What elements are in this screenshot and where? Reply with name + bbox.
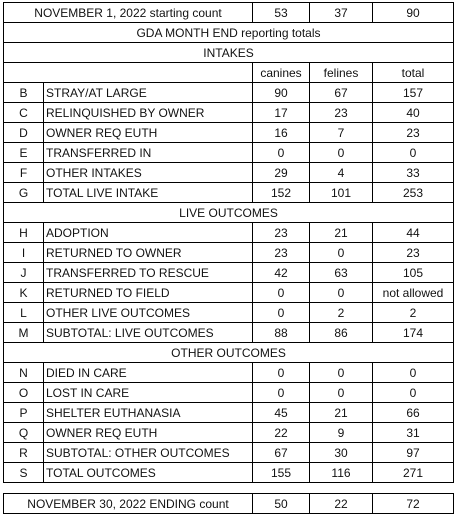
- column-header-row: [4, 63, 454, 83]
- row-canines: 152: [253, 183, 310, 203]
- column-header-blank: [4, 63, 253, 83]
- row-canines: 29: [253, 163, 310, 183]
- row-canines: 88: [253, 323, 310, 343]
- report-table: [3, 2, 454, 514]
- row-canines: 0: [253, 283, 310, 303]
- row-total: 44: [373, 223, 454, 243]
- subtitle-row: [4, 23, 454, 43]
- row-letter: H: [4, 223, 44, 243]
- row-letter: B: [4, 83, 44, 103]
- row-felines: 4: [310, 163, 373, 183]
- row-letter: P: [4, 403, 44, 423]
- row-letter: D: [4, 123, 44, 143]
- row-letter: G: [4, 183, 44, 203]
- spacer-cell: [4, 483, 454, 494]
- row-felines: 23: [310, 103, 373, 123]
- row-canines: 23: [253, 243, 310, 263]
- ending-canines: 50: [253, 494, 310, 514]
- row-total: 2: [373, 303, 454, 323]
- row-total: not allowed: [373, 283, 454, 303]
- starting-count-label: NOVEMBER 1, 2022 starting count: [4, 3, 253, 23]
- row-letter: L: [4, 303, 44, 323]
- row-label: TRANSFERRED IN: [44, 143, 253, 163]
- row-letter: R: [4, 443, 44, 463]
- row-felines: 21: [310, 403, 373, 423]
- table-row: [4, 83, 454, 103]
- row-total: 174: [373, 323, 454, 343]
- row-total: 0: [373, 143, 454, 163]
- ending-felines: 22: [310, 494, 373, 514]
- row-canines: 67: [253, 443, 310, 463]
- row-total: 0: [373, 363, 454, 383]
- section-header-live-outcomes: [4, 203, 454, 223]
- table-row: [4, 243, 454, 263]
- row-letter: K: [4, 283, 44, 303]
- column-header-felines: felines: [310, 63, 373, 83]
- row-label: OTHER LIVE OUTCOMES: [44, 303, 253, 323]
- table-row: [4, 123, 454, 143]
- row-total: 0: [373, 383, 454, 403]
- row-label: TOTAL OUTCOMES: [44, 463, 253, 483]
- column-header-total: total: [373, 63, 454, 83]
- ending-total: 72: [373, 494, 454, 514]
- row-felines: 9: [310, 423, 373, 443]
- row-label: OWNER REQ EUTH: [44, 123, 253, 143]
- row-letter: S: [4, 463, 44, 483]
- starting-felines: 37: [310, 3, 373, 23]
- row-total: 97: [373, 443, 454, 463]
- row-letter: N: [4, 363, 44, 383]
- row-total: 23: [373, 123, 454, 143]
- section-title-live-outcomes: LIVE OUTCOMES: [4, 203, 454, 223]
- column-header-canines: canines: [253, 63, 310, 83]
- row-letter: C: [4, 103, 44, 123]
- row-letter: M: [4, 323, 44, 343]
- row-label: ADOPTION: [44, 223, 253, 243]
- row-total: 23: [373, 243, 454, 263]
- row-felines: 21: [310, 223, 373, 243]
- starting-canines: 53: [253, 3, 310, 23]
- row-label: SUBTOTAL: OTHER OUTCOMES: [44, 443, 253, 463]
- table-row: [4, 403, 454, 423]
- row-felines: 0: [310, 243, 373, 263]
- table-row: [4, 423, 454, 443]
- row-felines: 30: [310, 443, 373, 463]
- table-row: [4, 383, 454, 403]
- row-total: 40: [373, 103, 454, 123]
- row-label: SHELTER EUTHANASIA: [44, 403, 253, 423]
- row-canines: 16: [253, 123, 310, 143]
- row-letter: J: [4, 263, 44, 283]
- row-label: TRANSFERRED TO RESCUE: [44, 263, 253, 283]
- row-canines: 0: [253, 383, 310, 403]
- starting-count-row: [4, 3, 454, 23]
- row-felines: 2: [310, 303, 373, 323]
- row-canines: 17: [253, 103, 310, 123]
- table-row: [4, 183, 454, 203]
- table-row: [4, 283, 454, 303]
- row-total: 31: [373, 423, 454, 443]
- row-label: OWNER REQ EUTH: [44, 423, 253, 443]
- row-felines: 67: [310, 83, 373, 103]
- table-row: [4, 143, 454, 163]
- row-canines: 0: [253, 363, 310, 383]
- row-label: OTHER INTAKES: [44, 163, 253, 183]
- row-label: DIED IN CARE: [44, 363, 253, 383]
- row-felines: 7: [310, 123, 373, 143]
- row-letter: O: [4, 383, 44, 403]
- section-header-intakes: [4, 43, 454, 63]
- row-total: 253: [373, 183, 454, 203]
- ending-count-label: NOVEMBER 30, 2022 ENDING count: [4, 494, 253, 514]
- table-row: [4, 323, 454, 343]
- row-letter: F: [4, 163, 44, 183]
- row-canines: 0: [253, 303, 310, 323]
- table-row: [4, 443, 454, 463]
- table-row: [4, 263, 454, 283]
- row-total: 271: [373, 463, 454, 483]
- table-row: [4, 103, 454, 123]
- starting-total: 90: [373, 3, 454, 23]
- row-total: 66: [373, 403, 454, 423]
- row-felines: 0: [310, 363, 373, 383]
- row-total: 33: [373, 163, 454, 183]
- row-label: TOTAL LIVE INTAKE: [44, 183, 253, 203]
- table-row: [4, 303, 454, 323]
- section-title-intakes: INTAKES: [4, 43, 454, 63]
- table-row: [4, 363, 454, 383]
- row-felines: 116: [310, 463, 373, 483]
- row-total: 157: [373, 83, 454, 103]
- row-felines: 101: [310, 183, 373, 203]
- row-felines: 86: [310, 323, 373, 343]
- ending-count-row: [4, 494, 454, 514]
- row-felines: 0: [310, 283, 373, 303]
- row-canines: 90: [253, 83, 310, 103]
- row-label: SUBTOTAL: LIVE OUTCOMES: [44, 323, 253, 343]
- row-letter: I: [4, 243, 44, 263]
- row-canines: 42: [253, 263, 310, 283]
- report-body: [4, 3, 454, 514]
- table-row: [4, 223, 454, 243]
- row-felines: 0: [310, 143, 373, 163]
- spacer-row: [4, 483, 454, 494]
- row-canines: 22: [253, 423, 310, 443]
- section-title-other-outcomes: OTHER OUTCOMES: [4, 343, 454, 363]
- row-label: LOST IN CARE: [44, 383, 253, 403]
- row-label: RETURNED TO OWNER: [44, 243, 253, 263]
- row-canines: 155: [253, 463, 310, 483]
- row-label: RELINQUISHED BY OWNER: [44, 103, 253, 123]
- row-canines: 23: [253, 223, 310, 243]
- row-letter: Q: [4, 423, 44, 443]
- report-subtitle: GDA MONTH END reporting totals: [4, 23, 454, 43]
- row-canines: 45: [253, 403, 310, 423]
- row-label: RETURNED TO FIELD: [44, 283, 253, 303]
- section-header-other-outcomes: [4, 343, 454, 363]
- row-label: STRAY/AT LARGE: [44, 83, 253, 103]
- row-letter: E: [4, 143, 44, 163]
- row-felines: 63: [310, 263, 373, 283]
- row-canines: 0: [253, 143, 310, 163]
- row-felines: 0: [310, 383, 373, 403]
- table-row: [4, 463, 454, 483]
- table-row: [4, 163, 454, 183]
- row-total: 105: [373, 263, 454, 283]
